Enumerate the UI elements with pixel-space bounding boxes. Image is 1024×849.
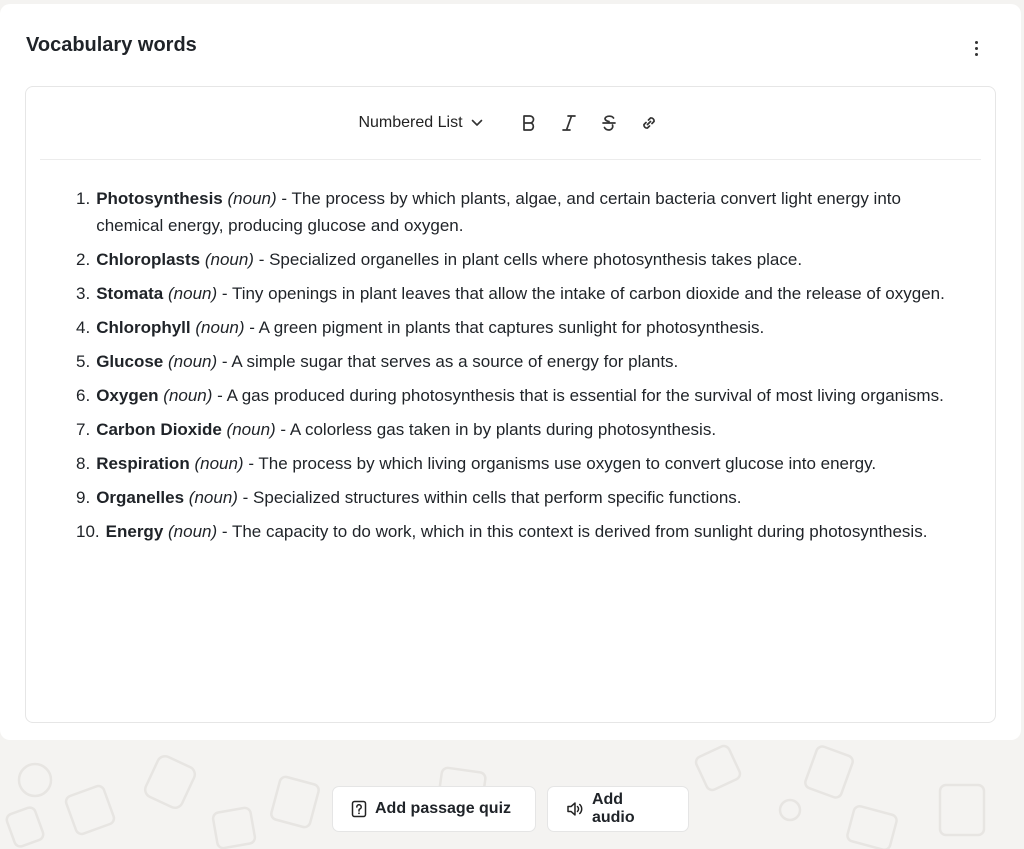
editor-toolbar — [40, 87, 981, 160]
kebab-dot — [975, 41, 978, 44]
item-number: 10. — [76, 522, 100, 541]
item-body — [96, 416, 956, 443]
more-options-icon[interactable] — [966, 36, 986, 60]
list-style-dropdown[interactable] — [352, 110, 488, 136]
item-definition: - The process by which living organisms use oxygen to convert glucose into energy. — [243, 454, 877, 473]
strikethrough-icon — [601, 114, 617, 132]
bold-button[interactable] — [514, 108, 544, 138]
link-button[interactable] — [634, 108, 664, 138]
item-part-of-speech: (noun) — [168, 284, 218, 303]
item-part-of-speech: (noun) — [163, 386, 213, 405]
item-definition: - A gas produced during photosynthesis that is essential for the survival of most living organisms. — [212, 386, 944, 405]
item-term: Photosynthesis — [96, 189, 223, 208]
strikethrough-button[interactable] — [594, 108, 624, 138]
item-number: 3. — [76, 284, 91, 303]
vocabulary-card — [0, 4, 1021, 740]
item-term: Chlorophyll — [96, 318, 191, 337]
item-number: 4. — [76, 318, 91, 337]
list-item — [76, 280, 956, 307]
item-body — [96, 348, 956, 375]
item-term: Respiration — [96, 454, 190, 473]
kebab-dot — [975, 53, 978, 56]
chevron-down-icon — [471, 119, 483, 127]
speaker-icon — [566, 801, 584, 817]
vocabulary-list[interactable] — [76, 185, 956, 552]
item-definition: - Specialized organelles in plant cells where photosynthesis takes place. — [253, 250, 803, 269]
item-definition: - Tiny openings in plant leaves that allow the intake of carbon dioxide and the release of oxygen. — [217, 284, 945, 303]
item-term: Energy — [105, 522, 164, 541]
item-definition: - The process by which plants, algae, and certain bacteria convert light energy into chemical energy, producing glucose and oxygen. — [96, 189, 901, 235]
item-definition: - A green pigment in plants that captures sunlight for photosynthesis. — [244, 318, 765, 337]
item-number: 8. — [76, 454, 91, 473]
item-body — [96, 280, 956, 307]
add-passage-quiz-button[interactable] — [332, 786, 536, 832]
item-term: Carbon Dioxide — [96, 420, 222, 439]
item-part-of-speech: (noun) — [204, 250, 254, 269]
item-part-of-speech: (noun) — [226, 420, 276, 439]
list-item — [76, 484, 956, 511]
item-number: 1. — [76, 189, 91, 208]
item-part-of-speech: (noun) — [227, 189, 277, 208]
list-item — [76, 518, 956, 545]
card-title: Vocabulary words — [26, 34, 197, 56]
item-body — [96, 185, 956, 239]
item-part-of-speech: (noun) — [168, 352, 218, 371]
item-number: 5. — [76, 352, 91, 371]
item-part-of-speech: (noun) — [168, 522, 218, 541]
item-part-of-speech: (noun) — [188, 488, 238, 507]
list-item — [76, 314, 956, 341]
item-body — [96, 314, 956, 341]
italic-icon — [561, 114, 577, 132]
item-term: Organelles — [96, 488, 185, 507]
item-definition: - Specialized structures within cells that perform specific functions. — [237, 488, 742, 507]
item-definition: - The capacity to do work, which in this context is derived from sunlight during photosynthesis. — [217, 522, 928, 541]
italic-button[interactable] — [554, 108, 584, 138]
item-body — [96, 450, 956, 477]
item-number: 7. — [76, 420, 91, 439]
item-definition: - A colorless gas taken in by plants during photosynthesis. — [275, 420, 717, 439]
bold-icon — [521, 114, 537, 132]
list-item — [76, 348, 956, 375]
list-item — [76, 185, 956, 239]
list-item — [76, 416, 956, 443]
item-number: 9. — [76, 488, 91, 507]
item-body — [96, 246, 956, 273]
item-part-of-speech: (noun) — [195, 318, 245, 337]
item-term: Oxygen — [96, 386, 159, 405]
item-part-of-speech: (noun) — [194, 454, 244, 473]
item-term: Glucose — [96, 352, 164, 371]
item-number: 2. — [76, 250, 91, 269]
quiz-question-icon — [351, 800, 367, 818]
add-audio-button[interactable] — [547, 786, 689, 832]
item-body — [96, 484, 956, 511]
item-term: Stomata — [96, 284, 164, 303]
item-number: 6. — [76, 386, 91, 405]
rich-text-editor[interactable] — [25, 86, 996, 723]
link-icon — [640, 114, 658, 132]
list-style-label: Numbered List — [358, 114, 463, 131]
item-term: Chloroplasts — [96, 250, 201, 269]
list-item — [76, 450, 956, 477]
item-body — [96, 382, 956, 409]
add-passage-quiz-label: Add passage quiz — [375, 800, 512, 817]
item-definition: - A simple sugar that serves as a source of energy for plants. — [217, 352, 679, 371]
add-audio-label: Add audio — [591, 791, 635, 826]
list-item — [76, 246, 956, 273]
list-item — [76, 382, 956, 409]
kebab-dot — [975, 47, 978, 50]
item-body — [106, 518, 956, 545]
